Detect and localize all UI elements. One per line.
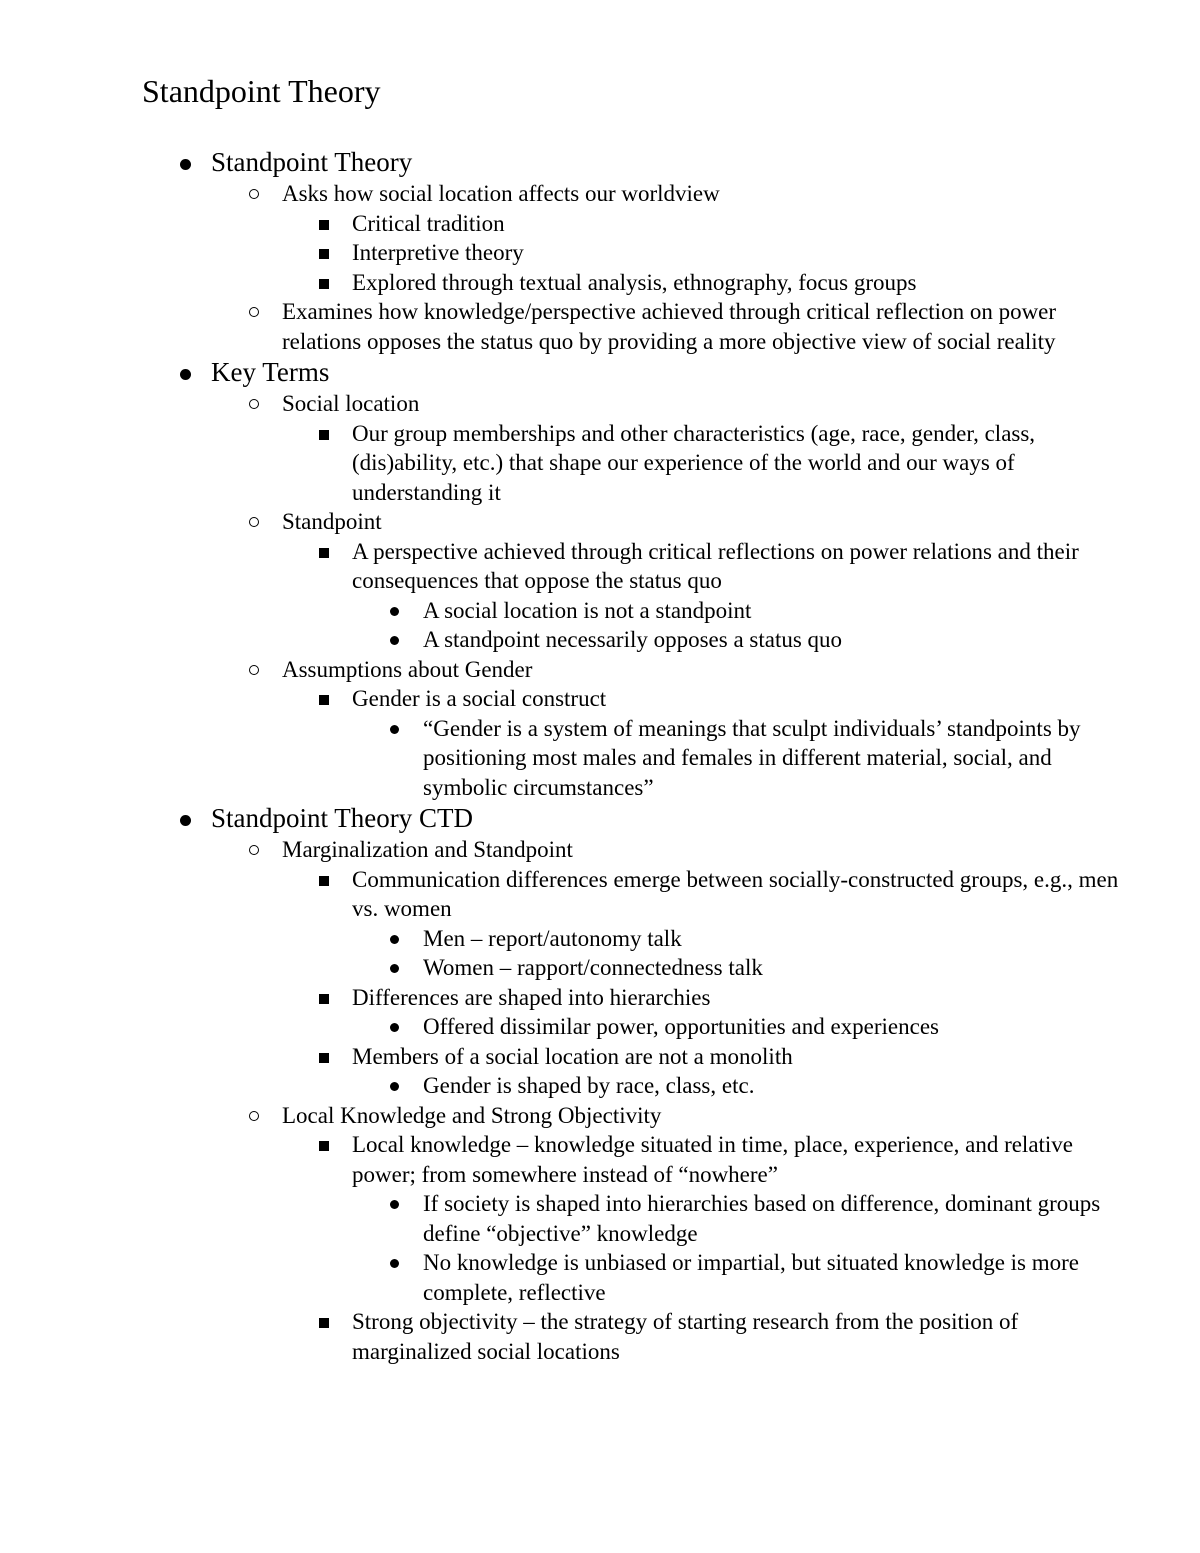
bullet-text: Communication differences emerge between socially-constructed groups, e.g., men vs. women [352, 866, 1119, 921]
detail-item [0, 537, 1200, 655]
bullet-text: A standpoint necessarily opposes a status quo [423, 627, 843, 652]
bullet-text: Marginalization and Standpoint [282, 837, 573, 862]
subtopic-item [0, 835, 1200, 1101]
sub-detail-list [0, 924, 1200, 983]
hollow-circle-bullet-icon [249, 1111, 259, 1121]
filled-circle-bullet-icon [180, 369, 191, 380]
detail-list [0, 209, 1200, 298]
bullet-text: Interpretive theory [352, 240, 524, 265]
detail-list [0, 1130, 1200, 1366]
filled-circle-bullet-icon [390, 1200, 399, 1209]
square-bullet-icon [319, 1053, 329, 1063]
detail-list [0, 537, 1200, 655]
square-bullet-icon [319, 220, 329, 230]
filled-circle-bullet-icon [390, 1082, 399, 1091]
hollow-circle-bullet-icon [249, 307, 259, 317]
subtopic-item [0, 507, 1200, 655]
bullet-text: Critical tradition [352, 210, 505, 236]
bullet-text: Explored through textual analysis, ethnography, focus groups [352, 269, 917, 295]
bullet-text: Asks how social location affects our worldview [282, 181, 720, 206]
sub-detail-list [0, 1189, 1200, 1307]
sub-detail-list [0, 596, 1200, 655]
bullet-text: Strong objectivity – the strategy of starting research from the position of marginalized social locations [352, 1309, 1019, 1364]
square-bullet-icon [319, 1141, 329, 1151]
square-bullet-icon [319, 548, 329, 558]
sub-detail-item [0, 714, 1200, 803]
filled-circle-bullet-icon [390, 725, 399, 734]
subtopic-item [0, 655, 1200, 803]
square-bullet-icon [319, 1318, 329, 1328]
filled-circle-bullet-icon [180, 159, 191, 170]
square-bullet-icon [319, 430, 329, 440]
bullet-text: Key Terms [211, 357, 330, 387]
hollow-circle-bullet-icon [249, 189, 259, 199]
bullet-text: A social location is not a standpoint [423, 597, 752, 623]
hollow-circle-bullet-icon [249, 517, 259, 527]
hollow-circle-bullet-icon [249, 845, 259, 855]
bullet-text: Women – rapport/connectedness talk [423, 955, 763, 980]
bullet-text: No knowledge is unbiased or impartial, but situated knowledge is more complete, reflective [423, 1250, 1080, 1305]
square-bullet-icon [319, 994, 329, 1004]
sub-detail-item [0, 924, 1200, 954]
detail-item [0, 1042, 1200, 1101]
bullet-text: Our group memberships and other characteristics (age, race, gender, class, (dis)ability, etc.) that shape our experience of the world and our ways of understanding it [352, 420, 1036, 505]
bullet-text: A perspective achieved through critical reflections on power relations and their consequences that oppose the status quo [352, 538, 1079, 593]
hollow-circle-bullet-icon [249, 399, 259, 409]
bullet-text: Gender is a social construct [352, 686, 607, 711]
bullet-text: Examines how knowledge/perspective achieved through critical reflection on power relations opposes the status quo by providing a more objective view of social reality [282, 299, 1057, 354]
sub-detail-list [0, 714, 1200, 803]
subtopic-item [0, 179, 1200, 297]
bullet-text: Offered dissimilar power, opportunities and experiences [423, 1014, 939, 1039]
detail-list [0, 419, 1200, 508]
detail-list [0, 865, 1200, 1101]
filled-circle-bullet-icon [390, 607, 399, 616]
bullet-text: Members of a social location are not a monolith [352, 1043, 793, 1069]
sub-detail-item [0, 1071, 1200, 1101]
sub-detail-item [0, 1012, 1200, 1042]
bullet-text: Standpoint Theory [211, 147, 413, 177]
sub-detail-item [0, 953, 1200, 983]
filled-circle-bullet-icon [390, 1259, 399, 1268]
bullet-text: Differences are shaped into hierarchies [352, 984, 711, 1010]
sub-detail-list [0, 1071, 1200, 1101]
filled-circle-bullet-icon [390, 935, 399, 944]
square-bullet-icon [319, 279, 329, 289]
square-bullet-icon [319, 876, 329, 886]
section-heading-item [0, 802, 1200, 1366]
subtopic-item [0, 389, 1200, 507]
bullet-text: Standpoint [282, 509, 382, 534]
detail-item [0, 419, 1200, 508]
detail-item [0, 209, 1200, 239]
square-bullet-icon [319, 249, 329, 259]
bullet-text: Social location [282, 391, 420, 416]
bullet-text: Standpoint Theory CTD [211, 803, 473, 833]
sub-detail-item [0, 1189, 1200, 1248]
filled-circle-bullet-icon [390, 636, 399, 645]
detail-item [0, 238, 1200, 268]
detail-item [0, 1307, 1200, 1366]
bullet-text: “Gender is a system of meanings that sculpt individuals’ standpoints by positioning most males and females in different material, social, and symbolic circumstances” [423, 715, 1081, 800]
page-title: Standpoint Theory [142, 73, 381, 109]
square-bullet-icon [319, 695, 329, 705]
filled-circle-bullet-icon [390, 1023, 399, 1032]
section-heading-item [0, 146, 1200, 356]
section-heading-item [0, 356, 1200, 802]
subtopic-item [0, 297, 1200, 356]
bullet-text: Gender is shaped by race, class, etc. [423, 1073, 755, 1098]
filled-circle-bullet-icon [390, 964, 399, 973]
bullet-text: Local knowledge – knowledge situated in time, place, experience, and relative power; from somewhere instead of “nowhere” [352, 1132, 1074, 1187]
detail-item [0, 983, 1200, 1042]
detail-item [0, 268, 1200, 298]
bullet-text: If society is shaped into hierarchies based on difference, dominant groups define “objective” knowledge [423, 1191, 1101, 1246]
bullet-text: Men – report/autonomy talk [423, 925, 682, 951]
bullet-text: Assumptions about Gender [282, 656, 533, 682]
sub-detail-item [0, 596, 1200, 626]
detail-item [0, 684, 1200, 802]
filled-circle-bullet-icon [180, 815, 191, 826]
subtopic-list [0, 389, 1200, 802]
subtopic-list [0, 179, 1200, 356]
sub-detail-item [0, 625, 1200, 655]
detail-list [0, 684, 1200, 802]
sub-detail-list [0, 1012, 1200, 1042]
sub-detail-item [0, 1248, 1200, 1307]
subtopic-item [0, 1101, 1200, 1367]
subtopic-list [0, 835, 1200, 1366]
detail-item [0, 1130, 1200, 1307]
hollow-circle-bullet-icon [249, 665, 259, 675]
detail-item [0, 865, 1200, 983]
bullet-text: Local Knowledge and Strong Objectivity [282, 1102, 662, 1128]
outline-list [0, 146, 1200, 1366]
